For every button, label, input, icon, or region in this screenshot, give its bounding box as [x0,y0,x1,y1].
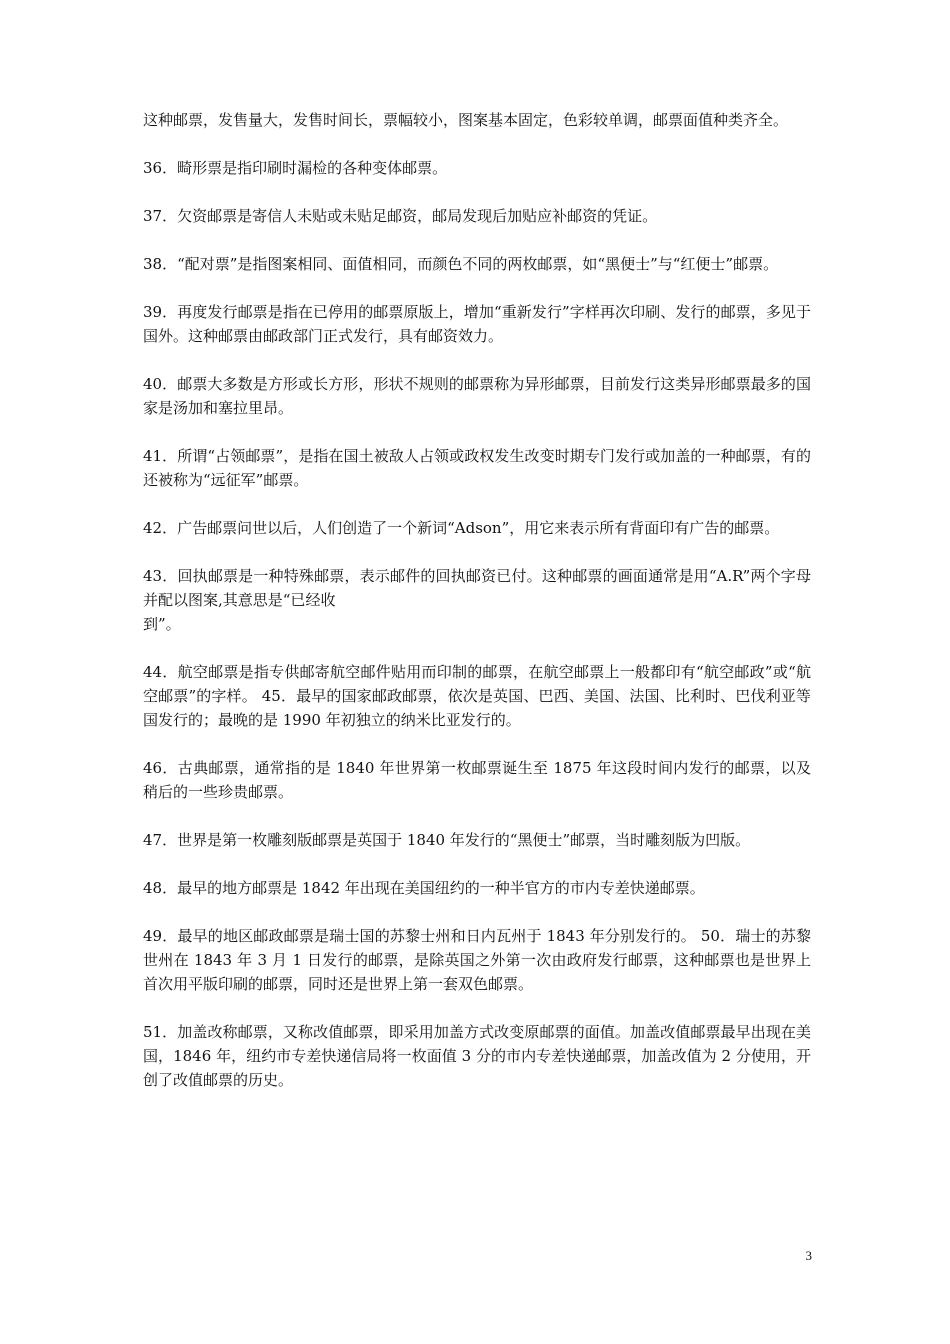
paragraph-40: 40．邮票大多数是方形或长方形，形状不规则的邮票称为异形邮票，目前发行这类异形邮票最多的国家是汤加和塞拉里昂。 [143,375,811,417]
paragraph-36: 36．畸形票是指印刷时漏检的各种变体邮票。 [143,159,448,177]
paragraph-49-50: 49．最早的地区邮政邮票是瑞士国的苏黎士州和日内瓦州于 1843 年分别发行的。 50．瑞士的苏黎世州在 1843 年 3 月 1 日发行的邮票，是除英国之外第一次由政府发行邮票，这种邮票也是世界上首次用平版印刷的邮票，同时还是世界上第一套双色邮票。 [143,927,811,993]
paragraph-37: 37．欠资邮票是寄信人未贴或未贴足邮资，邮局发现后加贴应补邮资的凭证。 [143,207,658,225]
paragraph-44-45: 44．航空邮票是指专供邮寄航空邮件贴用而印制的邮票，在航空邮票上一般都印有“航空邮政”或“航空邮票”的字样。 45．最早的国家邮政邮票，依次是英国、巴西、美国、法国、比利时、巴伐利亚等国发行的；最晚的是 1990 年初独立的纳米比亚发行的。 [143,663,811,729]
paragraph-39: 39．再度发行邮票是指在已停用的邮票原版上，增加“重新发行”字样再次印刷、发行的邮票，多见于国外。这种邮票由邮政部门正式发行，具有邮资效力。 [143,303,811,345]
paragraph-46: 46．古典邮票，通常指的是 1840 年世界第一枚邮票诞生至 1875 年这段时间内发行的邮票，以及稍后的一些珍贵邮票。 [143,759,811,801]
paragraph-48: 48．最早的地方邮票是 1842 年出现在美国纽约的一种半官方的市内专差快递邮票。 [143,879,705,897]
paragraph-47: 47．世界是第一枚雕刻版邮票是英国于 1840 年发行的“黑便士”邮票，当时雕刻版为凹版。 [143,831,751,849]
paragraph-43: 43．回执邮票是一种特殊邮票，表示邮件的回执邮资已付。这种邮票的画面通常是用“A.R”两个字母并配以图案,其意思是“已经收 到”。 [143,567,811,633]
paragraph-51: 51．加盖改称邮票，又称改值邮票，即采用加盖方式改变原邮票的面值。加盖改值邮票最早出现在美国，1846 年，纽约市专差快递信局将一枚面值 3 分的市内专差快递邮票，加盖改值为 2 分使用，开创了改值邮票的历史。 [143,1023,811,1089]
page-body [143,108,811,1116]
paragraph-intro: 这种邮票，发售量大，发售时间长，票幅较小，图案基本固定，色彩较单调，邮票面值种类齐全。 [143,111,789,129]
page-number: 3 [805,1248,812,1263]
paragraph-41: 41．所谓“占领邮票”，是指在国土被敌人占领或政权发生改变时期专门发行或加盖的一种邮票，有的还被称为“远征军”邮票。 [143,447,811,489]
paragraph-42: 42．广告邮票问世以后，人们创造了一个新词“Adson”，用它来表示所有背面印有广告的邮票。 [143,519,780,537]
paragraph-38: 38．“配对票”是指图案相同、面值相同，而颜色不同的两枚邮票，如“黑便士”与“红便士”邮票。 [143,255,779,273]
